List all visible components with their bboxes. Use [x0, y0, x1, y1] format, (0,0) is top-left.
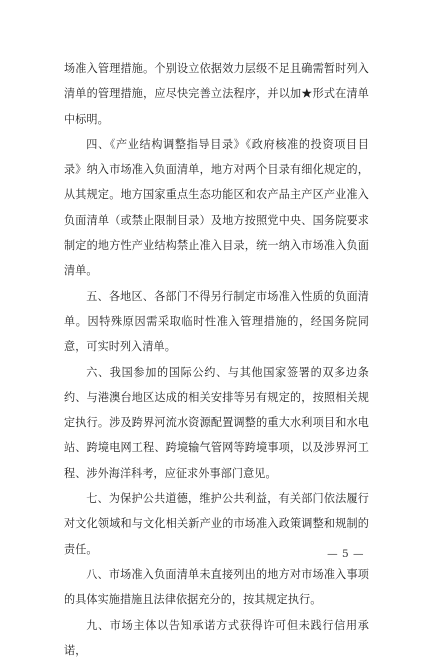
paragraph-continuation: 场准入管理措施。个别设立依据效力层级不足且确需暂时列入清单的管理措施，应尽快完善立法程序，并以加★形式在清单中标明。: [64, 62, 369, 126]
paragraph-item-8: 八、市场准入负面清单未直接列出的地方对市场准入事项的具体实施措施且法律依据充分的，按其规定执行。: [64, 567, 369, 607]
paragraph-item-6: 六、我国参加的国际公约、与其他国家签署的双多边条约、与港澳台地区达成的相关安排等另有规定的，按照相关规定执行。涉及跨界河流水资源配置调整的重大水利项目和水电站、跨境电网工程、跨境输气管网等跨境事项，以及涉界河工程、涉外海洋科考，应征求外事部门意见。: [64, 365, 369, 480]
paragraph-item-4: 四、《产业结构调整指导目录》《政府核准的投资项目目录》纳入市场准入负面清单，地方对两个目录有细化规定的，从其规定。地方国家重点生态功能区和农产品主产区产业准入负面清单（或禁止限制目录）及地方按照党中央、国务院要求制定的地方性产业结构禁止准入目录，统一纳入市场准入负面清单。: [64, 137, 369, 278]
page-number: — 5 —: [327, 548, 364, 560]
paragraph-item-5: 五、各地区、各部门不得另行制定市场准入性质的负面清单。因特殊原因需采取临时性准入管理措施的，经国务院同意，可实时列入清单。: [64, 289, 369, 354]
paragraph-item-7: 七、为保护公共道德，维护公共利益，有关部门依法履行对文化领域和与文化相关新产业的市场准入政策调整和规制的责任。: [64, 492, 369, 556]
paragraph-item-9: 九、市场主体以告知承诺方式获得许可但未践行信用承诺，: [64, 618, 369, 657]
document-body: [64, 56, 369, 663]
